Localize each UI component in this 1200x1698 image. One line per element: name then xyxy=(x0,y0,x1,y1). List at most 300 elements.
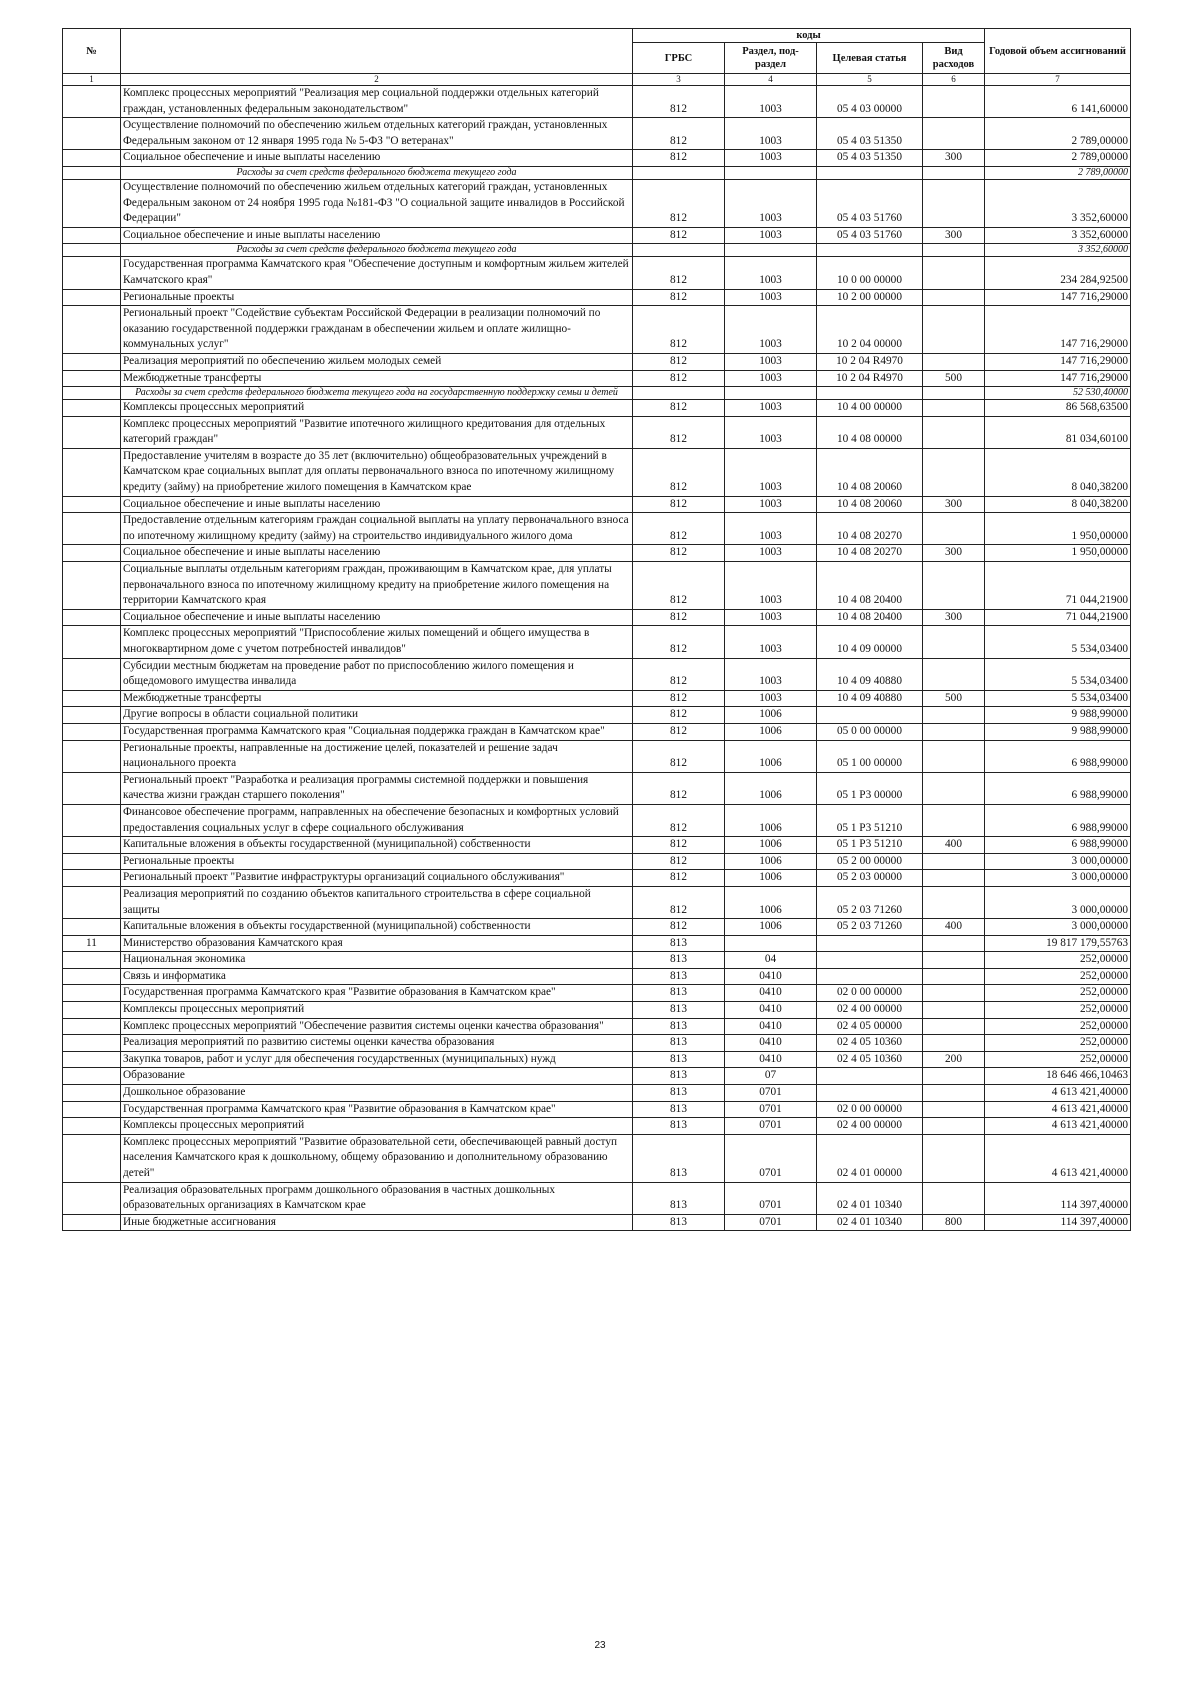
row-section: 0701 xyxy=(725,1101,817,1118)
row-section: 1003 xyxy=(725,513,817,545)
table-row xyxy=(63,626,1131,658)
row-number xyxy=(63,416,121,448)
table-row xyxy=(63,545,1131,562)
row-name: Региональный проект "Разработка и реализация программы системной поддержки и повышения качества жизни граждан старшего поколения" xyxy=(121,772,633,804)
row-name: Реализация мероприятий по развитию системы оценки качества образования xyxy=(121,1035,633,1052)
row-section: 1003 xyxy=(725,609,817,626)
row-number xyxy=(63,723,121,740)
row-section xyxy=(725,935,817,952)
row-kind xyxy=(923,118,985,150)
table-row xyxy=(63,118,1131,150)
row-section: 1003 xyxy=(725,416,817,448)
row-section: 0410 xyxy=(725,1051,817,1068)
row-name: Министерство образования Камчатского края xyxy=(121,935,633,952)
row-name: Межбюджетные трансферты xyxy=(121,690,633,707)
row-amount: 147 716,29000 xyxy=(985,289,1131,306)
row-amount: 6 988,99000 xyxy=(985,772,1131,804)
row-grbs: 812 xyxy=(633,306,725,354)
table-row xyxy=(63,658,1131,690)
row-grbs: 813 xyxy=(633,1002,725,1019)
row-amount: 52 530,40000 xyxy=(985,387,1131,400)
table-row xyxy=(63,1068,1131,1085)
row-name: Реализация мероприятий по созданию объектов капитального строительства в сфере социальной защиты xyxy=(121,886,633,918)
row-grbs: 812 xyxy=(633,723,725,740)
row-name: Государственная программа Камчатского края "Социальная поддержка граждан в Камчатском крае" xyxy=(121,723,633,740)
row-number xyxy=(63,400,121,417)
row-kind xyxy=(923,935,985,952)
row-target: 10 2 04 R4970 xyxy=(817,353,923,370)
row-amount: 6 988,99000 xyxy=(985,740,1131,772)
row-kind xyxy=(923,723,985,740)
col-number-4: 4 xyxy=(725,74,817,86)
row-amount: 4 613 421,40000 xyxy=(985,1118,1131,1135)
row-target: 02 4 05 10360 xyxy=(817,1051,923,1068)
row-amount: 6 988,99000 xyxy=(985,837,1131,854)
row-section: 1006 xyxy=(725,886,817,918)
row-kind: 800 xyxy=(923,1214,985,1231)
header-section: Раздел, под-раздел xyxy=(725,43,817,74)
row-kind xyxy=(923,626,985,658)
table-row xyxy=(63,86,1131,118)
row-name: Комплекс процессных мероприятий "Развитие ипотечного жилищного кредитования для отдельных категорий граждан" xyxy=(121,416,633,448)
row-target: 10 2 00 00000 xyxy=(817,289,923,306)
row-target: 05 4 03 00000 xyxy=(817,86,923,118)
row-kind: 200 xyxy=(923,1051,985,1068)
row-kind: 500 xyxy=(923,370,985,387)
row-target: 10 4 09 40880 xyxy=(817,658,923,690)
table-row xyxy=(63,353,1131,370)
row-grbs: 812 xyxy=(633,837,725,854)
header-kind: Вид расходов xyxy=(923,43,985,74)
row-section: 1006 xyxy=(725,870,817,887)
table-row xyxy=(63,513,1131,545)
row-section: 1003 xyxy=(725,289,817,306)
row-number xyxy=(63,707,121,724)
row-name: Предоставление учителям в возрасте до 35 лет (включительно) общеобразовательных учреждений в Камчатском крае социальных выплат для оплаты первоначального взноса по ипотечному жилищному кредиту (займу) на приобретение жилого помещения в Камчатском крае xyxy=(121,448,633,496)
row-section: 1003 xyxy=(725,86,817,118)
table-row xyxy=(63,837,1131,854)
row-kind xyxy=(923,1182,985,1214)
table-row xyxy=(63,1018,1131,1035)
row-section: 1003 xyxy=(725,150,817,167)
table-row xyxy=(63,740,1131,772)
row-amount: 86 568,63500 xyxy=(985,400,1131,417)
table-row xyxy=(63,306,1131,354)
row-target: 05 1 P3 51210 xyxy=(817,804,923,836)
row-amount: 1 950,00000 xyxy=(985,545,1131,562)
row-section: 1003 xyxy=(725,562,817,610)
row-amount: 71 044,21900 xyxy=(985,562,1131,610)
row-kind xyxy=(923,1101,985,1118)
table-row xyxy=(63,1101,1131,1118)
row-number xyxy=(63,118,121,150)
table-row xyxy=(63,166,1131,179)
row-kind: 300 xyxy=(923,496,985,513)
row-grbs: 812 xyxy=(633,545,725,562)
row-number xyxy=(63,166,121,179)
row-amount: 3 352,60000 xyxy=(985,244,1131,257)
budget-table xyxy=(62,28,1131,1231)
row-name: Комплекс процессных мероприятий "Обеспечение развития системы оценки качества образования" xyxy=(121,1018,633,1035)
table-row xyxy=(63,257,1131,289)
row-number xyxy=(63,870,121,887)
row-grbs: 812 xyxy=(633,886,725,918)
row-section: 1003 xyxy=(725,118,817,150)
row-name: Комплекс процессных мероприятий "Приспособление жилых помещений и общего имущества в многоквартирном доме с учетом потребностей инвалидов" xyxy=(121,626,633,658)
row-section: 1006 xyxy=(725,853,817,870)
row-kind xyxy=(923,1134,985,1182)
table-row xyxy=(63,707,1131,724)
row-section: 0701 xyxy=(725,1214,817,1231)
row-kind xyxy=(923,985,985,1002)
row-grbs xyxy=(633,244,725,257)
row-amount: 252,00000 xyxy=(985,1002,1131,1019)
row-target: 02 4 00 00000 xyxy=(817,1118,923,1135)
row-amount: 3 352,60000 xyxy=(985,227,1131,244)
row-name: Реализация мероприятий по обеспечению жильем молодых семей xyxy=(121,353,633,370)
row-name: Образование xyxy=(121,1068,633,1085)
header-num: № xyxy=(63,29,121,74)
row-kind xyxy=(923,1085,985,1102)
row-name: Расходы за счет средств федерального бюджета текущего года xyxy=(121,166,633,179)
row-number xyxy=(63,626,121,658)
row-section: 1003 xyxy=(725,257,817,289)
row-target: 02 0 00 00000 xyxy=(817,985,923,1002)
row-section: 1006 xyxy=(725,837,817,854)
row-target xyxy=(817,707,923,724)
row-kind xyxy=(923,179,985,227)
row-grbs: 812 xyxy=(633,707,725,724)
row-section xyxy=(725,166,817,179)
col-number-2: 2 xyxy=(121,74,633,86)
row-grbs: 812 xyxy=(633,179,725,227)
row-number xyxy=(63,985,121,1002)
row-section: 1003 xyxy=(725,690,817,707)
row-number xyxy=(63,886,121,918)
row-number xyxy=(63,658,121,690)
row-target: 10 4 08 20400 xyxy=(817,609,923,626)
table-row xyxy=(63,804,1131,836)
row-amount: 18 646 466,10463 xyxy=(985,1068,1131,1085)
row-amount: 252,00000 xyxy=(985,952,1131,969)
row-kind xyxy=(923,1035,985,1052)
row-grbs: 813 xyxy=(633,1035,725,1052)
row-kind xyxy=(923,562,985,610)
table-row xyxy=(63,1118,1131,1135)
row-number xyxy=(63,257,121,289)
row-kind xyxy=(923,968,985,985)
row-grbs: 812 xyxy=(633,353,725,370)
row-section xyxy=(725,244,817,257)
row-grbs: 812 xyxy=(633,448,725,496)
row-kind xyxy=(923,772,985,804)
row-number xyxy=(63,1035,121,1052)
table-row xyxy=(63,1051,1131,1068)
table-row xyxy=(63,952,1131,969)
row-amount: 2 789,00000 xyxy=(985,118,1131,150)
table-row xyxy=(63,416,1131,448)
row-amount: 9 988,99000 xyxy=(985,707,1131,724)
row-kind xyxy=(923,257,985,289)
row-target: 10 4 08 20270 xyxy=(817,513,923,545)
row-section: 1003 xyxy=(725,658,817,690)
row-amount: 4 613 421,40000 xyxy=(985,1134,1131,1182)
row-grbs: 813 xyxy=(633,1101,725,1118)
row-target: 10 4 09 00000 xyxy=(817,626,923,658)
row-grbs: 812 xyxy=(633,400,725,417)
row-number xyxy=(63,772,121,804)
row-target: 02 4 05 00000 xyxy=(817,1018,923,1035)
row-number xyxy=(63,952,121,969)
row-grbs: 812 xyxy=(633,496,725,513)
row-grbs: 812 xyxy=(633,853,725,870)
row-kind: 500 xyxy=(923,690,985,707)
row-kind xyxy=(923,1002,985,1019)
row-name: Региональные проекты xyxy=(121,289,633,306)
row-number: 11 xyxy=(63,935,121,952)
row-target: 05 2 00 00000 xyxy=(817,853,923,870)
table-row xyxy=(63,179,1131,227)
row-amount: 19 817 179,55763 xyxy=(985,935,1131,952)
row-kind xyxy=(923,740,985,772)
table-row xyxy=(63,723,1131,740)
row-number xyxy=(63,1085,121,1102)
row-name: Социальное обеспечение и иные выплаты населению xyxy=(121,609,633,626)
row-number xyxy=(63,370,121,387)
row-name: Закупка товаров, работ и услуг для обеспечения государственных (муниципальных) нужд xyxy=(121,1051,633,1068)
row-amount: 3 352,60000 xyxy=(985,179,1131,227)
row-target: 10 0 00 00000 xyxy=(817,257,923,289)
row-target: 10 4 08 20060 xyxy=(817,448,923,496)
row-number xyxy=(63,919,121,936)
row-amount: 3 000,00000 xyxy=(985,886,1131,918)
row-amount: 5 534,03400 xyxy=(985,626,1131,658)
row-target xyxy=(817,968,923,985)
row-target: 10 2 04 00000 xyxy=(817,306,923,354)
col-number-3: 3 xyxy=(633,74,725,86)
table-row xyxy=(63,1182,1131,1214)
row-target xyxy=(817,166,923,179)
row-grbs xyxy=(633,387,725,400)
row-name: Государственная программа Камчатского края "Развитие образования в Камчатском крае" xyxy=(121,1101,633,1118)
row-amount: 81 034,60100 xyxy=(985,416,1131,448)
header-name xyxy=(121,29,633,74)
row-section: 1006 xyxy=(725,919,817,936)
row-grbs: 812 xyxy=(633,227,725,244)
row-section: 07 xyxy=(725,1068,817,1085)
row-name: Региональные проекты xyxy=(121,853,633,870)
row-kind: 300 xyxy=(923,227,985,244)
row-grbs: 812 xyxy=(633,513,725,545)
table-row xyxy=(63,448,1131,496)
row-number xyxy=(63,545,121,562)
row-name: Связь и информатика xyxy=(121,968,633,985)
row-grbs: 812 xyxy=(633,257,725,289)
row-grbs: 813 xyxy=(633,935,725,952)
row-name: Региональные проекты, направленные на достижение целей, показателей и решение задач национального проекта xyxy=(121,740,633,772)
row-section: 1003 xyxy=(725,227,817,244)
row-name: Региональный проект "Содействие субъектам Российской Федерации в реализации полномочий по оказанию государственной поддержки гражданам в обеспечении жильем и оплате жилищно-коммунальных услуг" xyxy=(121,306,633,354)
table-row xyxy=(63,985,1131,1002)
row-kind xyxy=(923,86,985,118)
row-number xyxy=(63,1068,121,1085)
header-column-numbers xyxy=(63,74,1131,86)
row-grbs: 812 xyxy=(633,870,725,887)
row-kind xyxy=(923,166,985,179)
row-section: 1006 xyxy=(725,772,817,804)
table-row xyxy=(63,387,1131,400)
row-kind: 300 xyxy=(923,150,985,167)
row-kind xyxy=(923,886,985,918)
row-target: 02 4 01 10340 xyxy=(817,1182,923,1214)
row-name: Социальное обеспечение и иные выплаты населению xyxy=(121,150,633,167)
row-number xyxy=(63,1018,121,1035)
row-name: Субсидии местным бюджетам на проведение работ по приспособлению жилого помещения и общедомового имущества инвалида xyxy=(121,658,633,690)
table-row xyxy=(63,400,1131,417)
row-target: 02 4 01 10340 xyxy=(817,1214,923,1231)
row-name: Межбюджетные трансферты xyxy=(121,370,633,387)
table-row xyxy=(63,772,1131,804)
row-grbs: 813 xyxy=(633,1085,725,1102)
row-target: 05 1 00 00000 xyxy=(817,740,923,772)
row-name: Дошкольное образование xyxy=(121,1085,633,1102)
page-number: 23 xyxy=(594,1640,606,1651)
row-kind: 300 xyxy=(923,609,985,626)
row-target: 10 4 08 20400 xyxy=(817,562,923,610)
col-number-6: 6 xyxy=(923,74,985,86)
row-amount: 252,00000 xyxy=(985,1018,1131,1035)
row-amount: 252,00000 xyxy=(985,985,1131,1002)
row-number xyxy=(63,837,121,854)
row-target xyxy=(817,952,923,969)
row-number xyxy=(63,690,121,707)
row-target: 05 1 P3 51210 xyxy=(817,837,923,854)
table-row xyxy=(63,1035,1131,1052)
row-name: Иные бюджетные ассигнования xyxy=(121,1214,633,1231)
row-section: 0410 xyxy=(725,985,817,1002)
row-kind xyxy=(923,387,985,400)
row-amount: 147 716,29000 xyxy=(985,370,1131,387)
row-section: 0701 xyxy=(725,1118,817,1135)
row-name: Региональный проект "Развитие инфраструктуры организаций социального обслуживания" xyxy=(121,870,633,887)
row-name: Государственная программа Камчатского края "Развитие образования в Камчатском крае" xyxy=(121,985,633,1002)
row-amount: 9 988,99000 xyxy=(985,723,1131,740)
header-annual: Годовой объем ассигнований xyxy=(985,29,1131,74)
table-row xyxy=(63,853,1131,870)
row-grbs: 813 xyxy=(633,1068,725,1085)
row-kind xyxy=(923,870,985,887)
row-amount: 147 716,29000 xyxy=(985,306,1131,354)
row-number xyxy=(63,1134,121,1182)
row-grbs: 812 xyxy=(633,690,725,707)
row-target: 05 4 03 51350 xyxy=(817,118,923,150)
row-grbs: 812 xyxy=(633,289,725,306)
row-amount: 3 000,00000 xyxy=(985,853,1131,870)
row-number xyxy=(63,804,121,836)
row-kind xyxy=(923,1068,985,1085)
row-number xyxy=(63,353,121,370)
row-grbs xyxy=(633,166,725,179)
row-grbs: 812 xyxy=(633,118,725,150)
row-name: Расходы за счет средств федерального бюджета текущего года xyxy=(121,244,633,257)
row-kind xyxy=(923,448,985,496)
row-section: 0410 xyxy=(725,1002,817,1019)
row-grbs: 813 xyxy=(633,1018,725,1035)
row-name: Национальная экономика xyxy=(121,952,633,969)
row-kind xyxy=(923,306,985,354)
table-row xyxy=(63,886,1131,918)
row-grbs: 812 xyxy=(633,919,725,936)
row-section: 1003 xyxy=(725,496,817,513)
row-name: Комплекс процессных мероприятий "Развитие образовательной сети, обеспечивающей равный доступ населения Камчатского края к дошкольному, общему образованию и дополнительному образованию детей" xyxy=(121,1134,633,1182)
row-name: Предоставление отдельным категориям граждан социальной выплаты на уплату первоначального взноса по ипотечному жилищному кредиту (займу) на строительство индивидуального жилого дома xyxy=(121,513,633,545)
row-target: 10 2 04 R4970 xyxy=(817,370,923,387)
row-kind xyxy=(923,707,985,724)
row-grbs: 812 xyxy=(633,772,725,804)
row-section: 0701 xyxy=(725,1134,817,1182)
row-kind xyxy=(923,952,985,969)
row-target: 10 4 09 40880 xyxy=(817,690,923,707)
row-section: 0701 xyxy=(725,1182,817,1214)
row-name: Социальное обеспечение и иные выплаты населению xyxy=(121,496,633,513)
table-row xyxy=(63,150,1131,167)
row-section: 1006 xyxy=(725,804,817,836)
row-target: 05 2 03 00000 xyxy=(817,870,923,887)
row-amount: 8 040,38200 xyxy=(985,448,1131,496)
row-target: 10 4 08 20270 xyxy=(817,545,923,562)
row-grbs: 812 xyxy=(633,562,725,610)
row-section: 1003 xyxy=(725,179,817,227)
row-grbs: 813 xyxy=(633,985,725,1002)
row-name: Социальное обеспечение и иные выплаты населению xyxy=(121,227,633,244)
row-section: 1003 xyxy=(725,353,817,370)
row-number xyxy=(63,496,121,513)
row-amount: 8 040,38200 xyxy=(985,496,1131,513)
row-grbs: 813 xyxy=(633,1214,725,1231)
table-body xyxy=(63,86,1131,1231)
row-target: 10 4 08 00000 xyxy=(817,416,923,448)
row-number xyxy=(63,609,121,626)
row-amount: 5 534,03400 xyxy=(985,658,1131,690)
row-target: 05 2 03 71260 xyxy=(817,886,923,918)
row-amount: 3 000,00000 xyxy=(985,919,1131,936)
col-number-7: 7 xyxy=(985,74,1131,86)
table-row xyxy=(63,562,1131,610)
row-name: Осуществление полномочий по обеспечению жильем отдельных категорий граждан, установленных Федеральным законом от 12 января 1995 года № 5-ФЗ "О ветеранах" xyxy=(121,118,633,150)
col-number-5: 5 xyxy=(817,74,923,86)
row-amount: 252,00000 xyxy=(985,968,1131,985)
row-name: Капитальные вложения в объекты государственной (муниципальной) собственности xyxy=(121,919,633,936)
row-kind xyxy=(923,804,985,836)
row-number xyxy=(63,448,121,496)
table-row xyxy=(63,919,1131,936)
table-row xyxy=(63,496,1131,513)
row-number xyxy=(63,1101,121,1118)
row-section: 0701 xyxy=(725,1085,817,1102)
row-kind xyxy=(923,289,985,306)
row-amount: 4 613 421,40000 xyxy=(985,1101,1131,1118)
row-number xyxy=(63,227,121,244)
row-amount: 6 988,99000 xyxy=(985,804,1131,836)
row-target xyxy=(817,244,923,257)
row-number xyxy=(63,513,121,545)
row-number xyxy=(63,387,121,400)
row-kind xyxy=(923,513,985,545)
row-grbs: 812 xyxy=(633,658,725,690)
row-name: Комплексы процессных мероприятий xyxy=(121,1002,633,1019)
row-grbs: 812 xyxy=(633,150,725,167)
table-row xyxy=(63,1002,1131,1019)
